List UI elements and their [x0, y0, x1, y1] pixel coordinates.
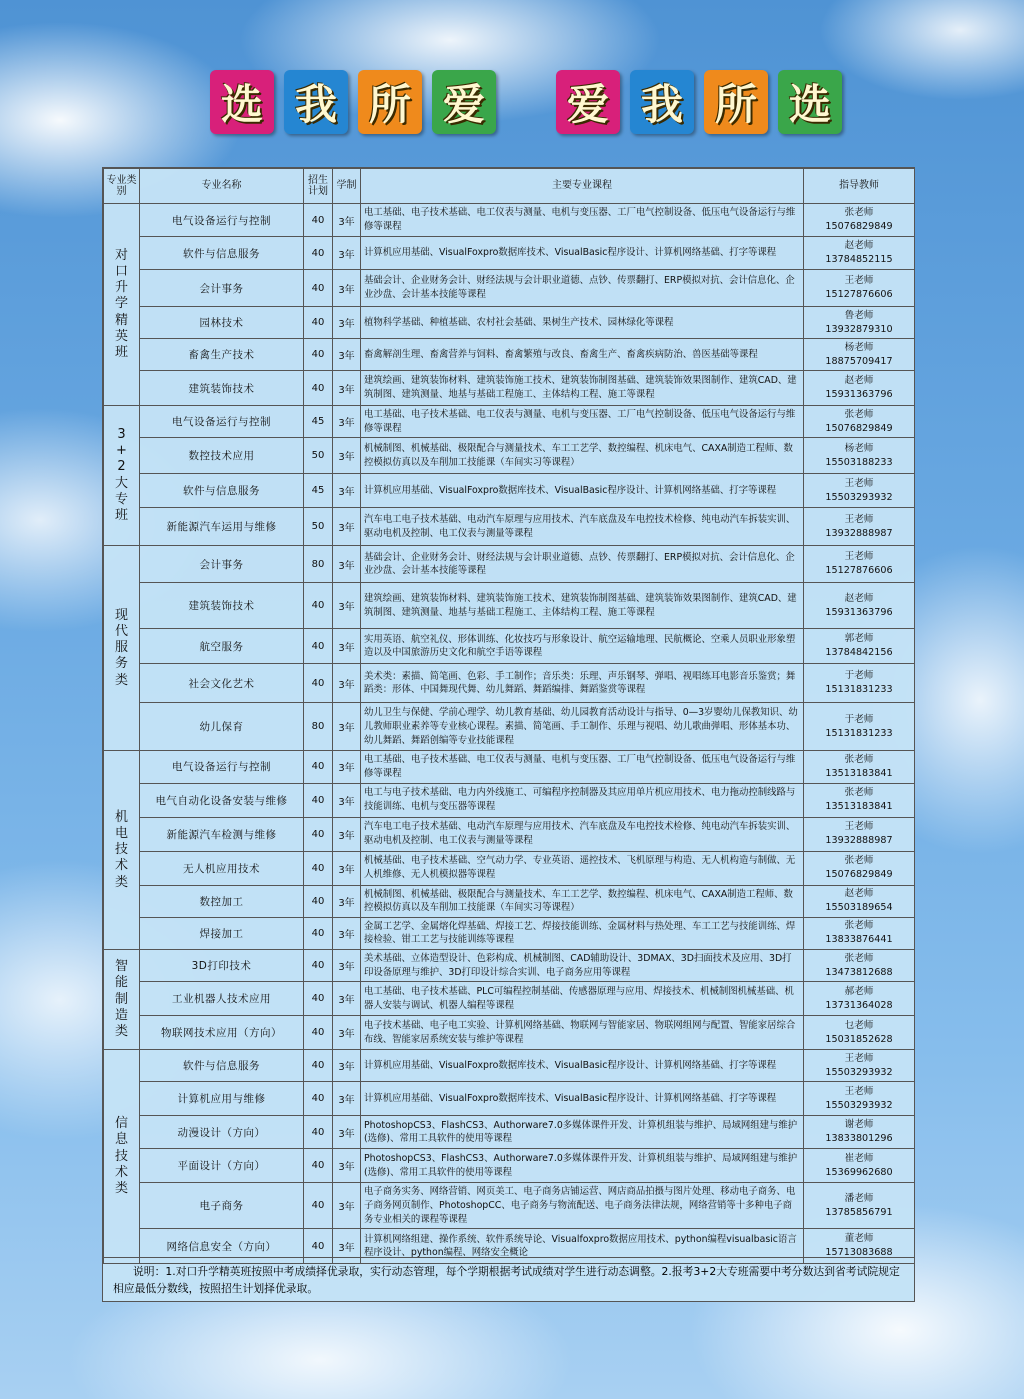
teacher-name: 王老师 — [844, 275, 874, 287]
courses-cell: 美术类：素描、简笔画、色彩、手工制作；音乐类：乐理、声乐钢琴、弹唱、视唱练耳电影音乐鉴赏；舞蹈类：形体、中国舞现代舞、幼儿舞蹈、舞蹈编排、舞蹈鉴赏等课程 — [361, 664, 804, 703]
courses-cell: 电子商务实务、网络营销、网页美工、电子商务店铺运营、网店商品拍摄与图片处理、移动电子商务、电子商务网页制作、PhotoshopCC、电子商务与物流配送、电子商务法律法规，网络营销等十多种电子商务专业相关的课程等课程 — [361, 1183, 804, 1229]
teacher-cell — [804, 307, 915, 339]
teacher-name: 赵老师 — [844, 375, 874, 387]
teacher-name: 赵老师 — [844, 888, 874, 900]
teacher-phone: 13473812688 — [825, 966, 893, 978]
quota-cell: 40 — [304, 371, 333, 406]
category-cell — [104, 204, 140, 406]
courses-cell: 机械基础、电子技术基础、空气动力学、专业英语、遥控技术、飞机原理与构造、无人机构造与制做、无人机维修、无人机模拟器等课程 — [361, 851, 804, 885]
table-row — [104, 1149, 915, 1183]
quota-cell: 40 — [304, 851, 333, 885]
enrollment-sheet — [102, 167, 915, 1302]
teacher-cell — [804, 1183, 915, 1229]
teacher-phone: 18875709417 — [825, 355, 893, 367]
years-cell: 3年 — [333, 1183, 361, 1229]
years-cell: 3年 — [333, 546, 361, 583]
major-cell: 网络信息安全（方向） — [140, 1229, 304, 1264]
table-row — [104, 508, 915, 546]
teacher-name: 王老师 — [844, 821, 874, 833]
table-row — [104, 1183, 915, 1229]
teacher-phone: 15131831233 — [825, 684, 893, 696]
table-row — [104, 629, 915, 664]
majors-table — [103, 168, 915, 1264]
teacher-cell — [804, 270, 915, 307]
courses-cell: 畜禽解剖生理、畜禽营养与饲料、畜禽繁殖与改良、畜禽生产、畜禽疾病防治、兽医基础等课程 — [361, 339, 804, 371]
table-row — [104, 1082, 915, 1116]
years-cell: 3年 — [333, 1149, 361, 1183]
courses-cell: 电工与电子技术基础、电力内外线施工、可编程序控制器及其应用单片机应用技术、电力拖动控制线路与技能训练、电机与变压器等课程 — [361, 783, 804, 817]
teacher-phone: 13932888987 — [825, 835, 893, 846]
table-row — [104, 885, 915, 917]
quota-cell: 40 — [304, 1082, 333, 1116]
major-cell: 建筑装饰技术 — [140, 583, 304, 629]
quota-cell: 45 — [304, 474, 333, 508]
years-cell: 3年 — [333, 339, 361, 371]
teacher-name: 鲁老师 — [844, 309, 874, 321]
major-cell: 电气设备运行与控制 — [140, 204, 304, 237]
major-cell: 平面设计（方向） — [140, 1149, 304, 1183]
teacher-cell — [804, 751, 915, 783]
table-row — [104, 406, 915, 438]
teacher-cell — [804, 817, 915, 851]
teacher-phone: 13513183841 — [825, 767, 893, 779]
courses-cell: 汽车电工电子技术基础、电动汽车原理与应用技术、汽车底盘及车电控技术检修、纯电动汽车拆装实训、驱动电机及控制、电工仪表与测量等课程 — [361, 508, 804, 546]
years-cell: 3年 — [333, 583, 361, 629]
major-cell: 会计事务 — [140, 270, 304, 307]
major-cell: 软件与信息服务 — [140, 474, 304, 508]
teacher-name: 张老师 — [844, 408, 874, 420]
table-row — [104, 371, 915, 406]
major-cell: 园林技术 — [140, 307, 304, 339]
table-row — [104, 237, 915, 270]
teacher-name: 王老师 — [844, 477, 874, 489]
courses-cell: 机械制图、机械基础、极限配合与测量技术、车工工艺学、数控编程、机床电气、CAXA制造工程师、数控模拟仿真以及车削加工技能课（车间实习等课程） — [361, 885, 804, 917]
table-row — [104, 1050, 915, 1082]
quota-cell: 50 — [304, 438, 333, 474]
slogan-char: 我 — [630, 70, 694, 134]
courses-cell: PhotoshopCS3、FlashCS3、Authorware7.0多媒体课件开发、计算机组装与维护、局域网组建与维护(选修)、常用工具软件的使用等课程 — [361, 1149, 804, 1183]
quota-cell: 40 — [304, 1149, 333, 1183]
header-years: 学制 — [333, 169, 361, 204]
category-cell — [104, 751, 140, 950]
quota-cell: 80 — [304, 703, 333, 751]
years-cell: 3年 — [333, 1016, 361, 1050]
teacher-name: 赵老师 — [844, 240, 874, 252]
teacher-phone: 13932888987 — [825, 527, 893, 539]
teacher-phone: 15503293932 — [825, 1099, 893, 1111]
slogan-char: 爱 — [432, 70, 496, 134]
years-cell: 3年 — [333, 1082, 361, 1116]
teacher-cell — [804, 885, 915, 917]
teacher-name: 乜老师 — [844, 1019, 874, 1031]
teacher-cell — [804, 1050, 915, 1082]
quota-cell: 40 — [304, 817, 333, 851]
major-cell: 动漫设计（方向） — [140, 1116, 304, 1149]
quota-cell: 45 — [304, 406, 333, 438]
table-row — [104, 817, 915, 851]
quota-cell: 40 — [304, 1183, 333, 1229]
years-cell: 3年 — [333, 270, 361, 307]
teacher-phone: 15713083688 — [825, 1247, 893, 1259]
table-body — [104, 204, 915, 1264]
header-courses: 主要专业课程 — [361, 169, 804, 204]
teacher-phone: 13833876441 — [825, 934, 893, 946]
category-label: 现代服务类 — [114, 607, 128, 688]
teacher-name: 张老师 — [844, 952, 874, 964]
years-cell: 3年 — [333, 237, 361, 270]
years-cell: 3年 — [333, 474, 361, 508]
courses-cell: 计算机应用基础、VisualFoxpro数据库技术、VisualBasic程序设计、计算机网络基础、打字等课程 — [361, 237, 804, 270]
courses-cell: 机械制图、机械基础、极限配合与测量技术、车工工艺学、数控编程、机床电气、CAXA制造工程师、数控模拟仿真以及车削加工技能课（车间实习等课程） — [361, 438, 804, 474]
teacher-cell — [804, 546, 915, 583]
teacher-phone: 15127876606 — [825, 289, 893, 300]
quota-cell: 40 — [304, 1229, 333, 1264]
teacher-cell — [804, 1016, 915, 1050]
slogan-char: 选 — [778, 70, 842, 134]
teacher-cell — [804, 583, 915, 629]
slogan-banner — [210, 70, 842, 134]
category-label: 机电技术类 — [114, 809, 128, 890]
courses-cell: 金属工艺学、金属熔化焊基础、焊接工艺、焊接技能训练、金属材料与热处理、车工工艺与技能训练、焊接检验、钳工工艺与技能训练等课程 — [361, 917, 804, 949]
teacher-cell — [804, 508, 915, 546]
courses-cell: 电工基础、电子技术基础、PLC可编程控制基础、传感器原理与应用、焊接技术、机械制图机械基础、机器人安装与调试、机器人编程等课程 — [361, 982, 804, 1016]
table-row — [104, 307, 915, 339]
table-row — [104, 583, 915, 629]
teacher-name: 谢老师 — [844, 1119, 874, 1131]
years-cell: 3年 — [333, 438, 361, 474]
major-cell: 电气设备运行与控制 — [140, 406, 304, 438]
teacher-cell — [804, 1082, 915, 1116]
category-cell — [104, 950, 140, 1050]
years-cell: 3年 — [333, 783, 361, 817]
teacher-cell — [804, 339, 915, 371]
table-row — [104, 438, 915, 474]
major-cell: 计算机应用与维修 — [140, 1082, 304, 1116]
teacher-cell — [804, 204, 915, 237]
teacher-name: 董老师 — [844, 1233, 874, 1245]
major-cell: 3D打印技术 — [140, 950, 304, 982]
quota-cell: 40 — [304, 1016, 333, 1050]
category-cell — [104, 1050, 140, 1264]
years-cell: 3年 — [333, 307, 361, 339]
table-row — [104, 982, 915, 1016]
teacher-phone: 15503189654 — [825, 902, 893, 914]
teacher-name: 张老师 — [844, 753, 874, 765]
major-cell: 电子商务 — [140, 1183, 304, 1229]
footnote: 说明：1.对口升学精英班按照中考成绩择优录取，实行动态管理，每个学期根据考试成绩对学生进行动态调整。2.报考3+2大专班需要中考分数达到省考试院规定相应最低分数线，按照招生计划择优录取。 — [103, 1257, 914, 1301]
quota-cell: 40 — [304, 583, 333, 629]
teacher-phone: 15369962680 — [825, 1166, 893, 1178]
teacher-name: 张老师 — [844, 207, 874, 219]
major-cell: 无人机应用技术 — [140, 851, 304, 885]
teacher-phone: 15031852628 — [825, 1033, 893, 1045]
table-row — [104, 1016, 915, 1050]
years-cell: 3年 — [333, 1229, 361, 1264]
teacher-cell — [804, 406, 915, 438]
teacher-name: 郝老师 — [844, 985, 874, 997]
header-category: 专业类别 — [104, 169, 140, 204]
teacher-phone: 15076829849 — [825, 221, 893, 232]
years-cell: 3年 — [333, 1050, 361, 1082]
category-label: 对口升学精英班 — [114, 247, 128, 361]
table-row — [104, 474, 915, 508]
teacher-cell — [804, 1116, 915, 1149]
major-cell: 新能源汽车运用与维修 — [140, 508, 304, 546]
teacher-name: 郭老师 — [844, 633, 874, 645]
teacher-cell — [804, 1149, 915, 1183]
courses-cell: 幼儿卫生与保健、学前心理学、幼儿教育基础、幼儿园教育活动设计与指导、0—3岁婴幼儿保教知识、幼儿教师职业素养等专业核心课程。素描、简笔画、手工制作、乐理与视唱、幼儿歌曲弹唱、形体基本功、幼儿舞蹈、舞蹈创编等专业技能课程 — [361, 703, 804, 751]
courses-cell: 基础会计、企业财务会计、财经法规与会计职业道德、点钞、传票翻打、ERP模拟对抗、会计信息化、企业沙盘、会计基本技能等课程 — [361, 546, 804, 583]
teacher-phone: 13731364028 — [825, 999, 893, 1011]
teacher-name: 张老师 — [844, 855, 874, 867]
category-cell — [104, 546, 140, 751]
table-row — [104, 917, 915, 949]
quota-cell: 40 — [304, 950, 333, 982]
teacher-cell — [804, 664, 915, 703]
teacher-name: 潘老师 — [844, 1192, 874, 1204]
teacher-name: 杨老师 — [844, 341, 874, 353]
header-teacher: 指导教师 — [804, 169, 915, 204]
teacher-phone: 15076829849 — [825, 869, 893, 880]
table-row — [104, 664, 915, 703]
courses-cell: PhotoshopCS3、FlashCS3、Authorware7.0多媒体课件开发、计算机组装与维护、局域网组建与维护(选修)、常用工具软件的使用等课程 — [361, 1116, 804, 1149]
years-cell: 3年 — [333, 885, 361, 917]
quota-cell: 40 — [304, 307, 333, 339]
teacher-name: 王老师 — [844, 551, 874, 563]
teacher-phone: 15131831233 — [825, 727, 893, 739]
years-cell: 3年 — [333, 851, 361, 885]
years-cell: 3年 — [333, 664, 361, 703]
slogan-char: 所 — [704, 70, 768, 134]
teacher-phone: 15503293932 — [825, 491, 893, 503]
courses-cell: 基础会计、企业财务会计、财经法规与会计职业道德、点钞、传票翻打、ERP模拟对抗、会计信息化、企业沙盘、会计基本技能等课程 — [361, 270, 804, 307]
quota-cell: 40 — [304, 339, 333, 371]
courses-cell: 电工基础、电子技术基础、电工仪表与测量、电机与变压器、工厂电气控制设备、低压电气设备运行与维修等课程 — [361, 204, 804, 237]
category-label: 3+2大专班 — [114, 426, 128, 524]
years-cell: 3年 — [333, 751, 361, 783]
teacher-phone: 15503293932 — [825, 1066, 893, 1078]
teacher-cell — [804, 371, 915, 406]
quota-cell: 40 — [304, 1116, 333, 1149]
major-cell: 数控加工 — [140, 885, 304, 917]
teacher-name: 赵老师 — [844, 592, 874, 604]
major-cell: 电气自动化设备安装与维修 — [140, 783, 304, 817]
teacher-phone: 13833801296 — [825, 1133, 893, 1145]
major-cell: 焊接加工 — [140, 917, 304, 949]
major-cell: 建筑装饰技术 — [140, 371, 304, 406]
teacher-phone: 15931363796 — [825, 606, 893, 618]
teacher-phone: 15076829849 — [825, 422, 893, 434]
major-cell: 数控技术应用 — [140, 438, 304, 474]
slogan-char: 所 — [358, 70, 422, 134]
courses-cell: 植物科学基础、种植基础、农村社会基础、果树生产技术、园林绿化等课程 — [361, 307, 804, 339]
teacher-name: 张老师 — [844, 787, 874, 799]
teacher-cell — [804, 917, 915, 949]
years-cell: 3年 — [333, 950, 361, 982]
courses-cell: 建筑绘画、建筑装饰材料、建筑装饰施工技术、建筑装饰制图基础、建筑装饰效果图制作、建筑CAD、建筑制图、建筑测量、地基与基础工程施工、主体结构工程、施工等课程 — [361, 371, 804, 406]
teacher-cell — [804, 438, 915, 474]
courses-cell: 建筑绘画、建筑装饰材料、建筑装饰施工技术、建筑装饰制图基础、建筑装饰效果图制作、建筑CAD、建筑制图、建筑测量、地基与基础工程施工、主体结构工程、施工等课程 — [361, 583, 804, 629]
teacher-cell — [804, 851, 915, 885]
quota-cell: 40 — [304, 1050, 333, 1082]
table-header-row — [104, 169, 915, 204]
courses-cell: 美术基础、立体造型设计、色彩构成、机械制图、CAD辅助设计、3DMAX、3D扫面技术及应用、3D打印设备原理与维护、3D打印设计综合实训、电子商务应用等课程 — [361, 950, 804, 982]
major-cell: 畜禽生产技术 — [140, 339, 304, 371]
quota-cell: 40 — [304, 917, 333, 949]
courses-cell: 计算机应用基础、VisualFoxpro数据库技术、VisualBasic程序设计、计算机网络基础、打字等课程 — [361, 1050, 804, 1082]
courses-cell: 计算机应用基础、VisualFoxpro数据库技术、VisualBasic程序设计、计算机网络基础、打字等课程 — [361, 1082, 804, 1116]
quota-cell: 40 — [304, 664, 333, 703]
header-major: 专业名称 — [140, 169, 304, 204]
slogan-char: 选 — [210, 70, 274, 134]
years-cell: 3年 — [333, 204, 361, 237]
teacher-name: 王老师 — [844, 1052, 874, 1064]
table-row — [104, 1116, 915, 1149]
major-cell: 幼儿保育 — [140, 703, 304, 751]
quota-cell: 40 — [304, 885, 333, 917]
quota-cell: 80 — [304, 546, 333, 583]
table-row — [104, 546, 915, 583]
table-row — [104, 204, 915, 237]
major-cell: 社会文化艺术 — [140, 664, 304, 703]
years-cell: 3年 — [333, 703, 361, 751]
major-cell: 航空服务 — [140, 629, 304, 664]
teacher-name: 张老师 — [844, 920, 874, 932]
teacher-cell — [804, 950, 915, 982]
category-label: 智能制造类 — [114, 959, 128, 1039]
teacher-phone: 13785856791 — [825, 1206, 893, 1218]
table-row — [104, 339, 915, 371]
courses-cell: 计算机应用基础、VisualFoxpro数据库技术、VisualBasic程序设计、计算机网络基础、打字等课程 — [361, 474, 804, 508]
quota-cell: 40 — [304, 270, 333, 307]
years-cell: 3年 — [333, 817, 361, 851]
quota-cell: 50 — [304, 508, 333, 546]
teacher-name: 崔老师 — [844, 1152, 874, 1164]
major-cell: 物联网技术应用（方向） — [140, 1016, 304, 1050]
major-cell: 工业机器人技术应用 — [140, 982, 304, 1016]
teacher-name: 王老师 — [844, 1085, 874, 1097]
table-row — [104, 783, 915, 817]
teacher-phone: 15503188233 — [825, 456, 893, 468]
table-row — [104, 270, 915, 307]
courses-cell: 电子技术基础、电子电工实验、计算机网络基础、物联网与智能家居、物联网组网与配置、智能家居综合布线、智能家居系统安装与维护等课程 — [361, 1016, 804, 1050]
courses-cell: 电工基础、电子技术基础、电工仪表与测量、电机与变压器、工厂电气控制设备、低压电气设备运行与维修等课程 — [361, 406, 804, 438]
table-row — [104, 703, 915, 751]
quota-cell: 40 — [304, 204, 333, 237]
teacher-cell — [804, 629, 915, 664]
quota-cell: 40 — [304, 982, 333, 1016]
teacher-name: 王老师 — [844, 513, 874, 525]
quota-cell: 40 — [304, 783, 333, 817]
years-cell: 3年 — [333, 982, 361, 1016]
years-cell: 3年 — [333, 1116, 361, 1149]
courses-cell: 汽车电工电子技术基础、电动汽车原理与应用技术、汽车底盘及车电控技术检修、纯电动汽车拆装实训、驱动电机及控制、电工仪表与测量等课程 — [361, 817, 804, 851]
major-cell: 会计事务 — [140, 546, 304, 583]
header-quota: 招生计划 — [304, 169, 333, 204]
teacher-phone: 13513183841 — [825, 801, 893, 812]
years-cell: 3年 — [333, 371, 361, 406]
courses-cell: 实用英语、航空礼仪、形体训练、化妆技巧与形象设计、航空运输地理、民航概论、空乘人员职业形象塑造以及中国旅游历史文化和航空手语等课程 — [361, 629, 804, 664]
teacher-name: 于老师 — [844, 670, 874, 682]
slogan-char: 爱 — [556, 70, 620, 134]
major-cell: 新能源汽车检测与维修 — [140, 817, 304, 851]
teacher-cell — [804, 783, 915, 817]
courses-cell: 计算机网络组建、操作系统、软件系统导论、Visualfoxpro数据应用技术、python编程visualbasic语言程序设计、python编程、网络安全概论 — [361, 1229, 804, 1264]
table-row — [104, 751, 915, 783]
major-cell: 电气设备运行与控制 — [140, 751, 304, 783]
teacher-phone: 13784852115 — [825, 254, 893, 265]
teacher-phone: 15127876606 — [825, 565, 893, 577]
teacher-name: 杨老师 — [844, 442, 874, 454]
major-cell: 软件与信息服务 — [140, 237, 304, 270]
teacher-cell — [804, 703, 915, 751]
years-cell: 3年 — [333, 406, 361, 438]
slogan-char: 我 — [284, 70, 348, 134]
major-cell: 软件与信息服务 — [140, 1050, 304, 1082]
years-cell: 3年 — [333, 917, 361, 949]
years-cell: 3年 — [333, 629, 361, 664]
years-cell: 3年 — [333, 508, 361, 546]
category-label: 信息技术类 — [114, 1116, 128, 1197]
teacher-phone: 13932879310 — [825, 323, 893, 335]
table-row — [104, 851, 915, 885]
teacher-name: 于老师 — [844, 713, 874, 725]
teacher-phone: 15931363796 — [825, 389, 893, 400]
teacher-cell — [804, 237, 915, 270]
courses-cell: 电工基础、电子技术基础、电工仪表与测量、电机与变压器、工厂电气控制设备、低压电气设备运行与维修等课程 — [361, 751, 804, 783]
category-cell — [104, 406, 140, 546]
quota-cell: 40 — [304, 629, 333, 664]
teacher-cell — [804, 474, 915, 508]
table-row — [104, 950, 915, 982]
teacher-cell — [804, 982, 915, 1016]
teacher-phone: 13784842156 — [825, 647, 893, 659]
quota-cell: 40 — [304, 237, 333, 270]
quota-cell: 40 — [304, 751, 333, 783]
